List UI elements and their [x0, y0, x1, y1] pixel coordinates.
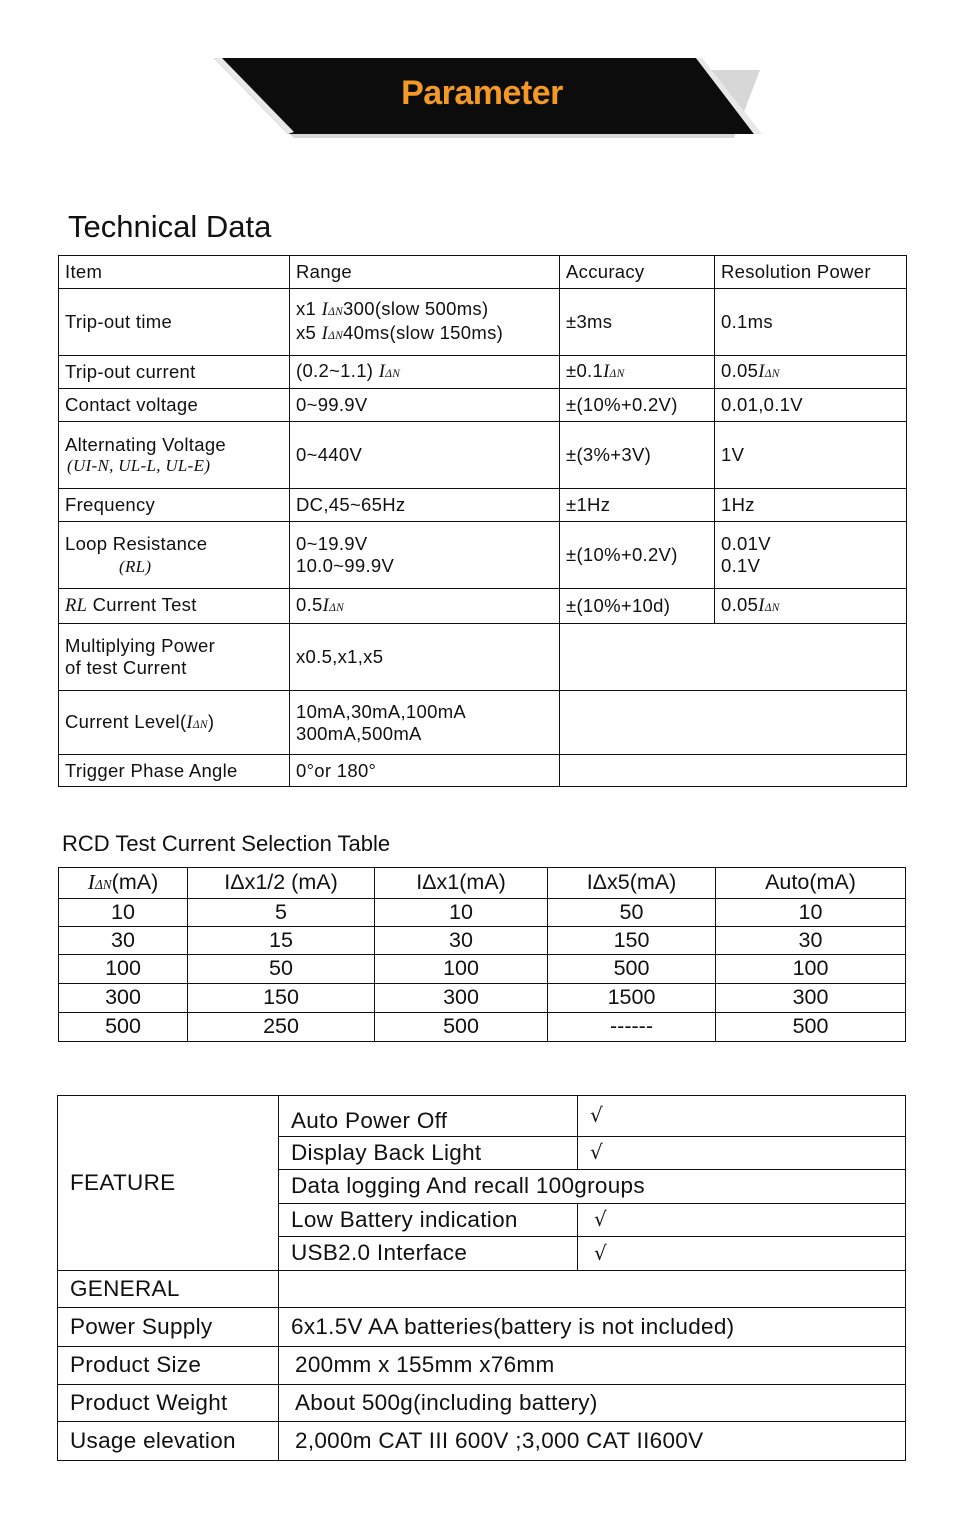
feature-label: FEATURE — [58, 1096, 279, 1271]
table-row — [59, 389, 907, 422]
table-row — [58, 1271, 906, 1308]
range-trip-time: x1 IΔN300(slow 500ms) x5 IΔN40ms(slow 150ms) — [290, 289, 560, 356]
rcd-cell: 10 — [59, 899, 188, 927]
resolution-loop-resistance: 0.01V 0.1V — [715, 522, 907, 589]
header-item: Item — [59, 256, 290, 289]
general-key: Power Supply — [58, 1308, 279, 1347]
general-value: About 500g(including battery) — [279, 1385, 906, 1422]
range-alternating-voltage: 0~440V — [290, 422, 560, 489]
feature-check: √ — [578, 1204, 906, 1237]
resolution-rl-current: 0.05IΔN — [715, 589, 907, 624]
rcd-cell: 500 — [59, 1013, 188, 1042]
rcd-cell: 30 — [716, 927, 906, 955]
feature-name: USB2.0 Interface — [279, 1237, 578, 1271]
range-current-level: 10mA,30mA,100mA 300mA,500mA — [290, 691, 560, 755]
item-rl-current: RL Current Test — [59, 589, 290, 624]
table-row — [59, 356, 907, 389]
table-row — [59, 589, 907, 624]
rcd-header-x1: IΔx1(mA) — [375, 868, 548, 899]
rcd-cell: 5 — [188, 899, 375, 927]
table-row — [58, 1096, 906, 1137]
range-rl-current: 0.5IΔN — [290, 589, 560, 624]
rcd-cell: 10 — [716, 899, 906, 927]
resolution-contact-voltage: 0.01,0.1V — [715, 389, 907, 422]
table-row — [59, 868, 906, 899]
range-frequency: DC,45~65Hz — [290, 489, 560, 522]
rcd-cell: 10 — [375, 899, 548, 927]
feature-name: Display Back Light — [279, 1137, 578, 1170]
empty-cell — [560, 691, 907, 755]
feature-check: √ — [578, 1137, 906, 1170]
rcd-cell: 30 — [375, 927, 548, 955]
rcd-cell: 15 — [188, 927, 375, 955]
accuracy-contact-voltage: ±(10%+0.2V) — [560, 389, 715, 422]
table-row — [59, 955, 906, 984]
item-frequency: Frequency — [59, 489, 290, 522]
rcd-cell: ------ — [548, 1013, 716, 1042]
technical-data-heading: Technical Data — [68, 209, 272, 244]
rcd-table — [58, 867, 906, 1042]
general-key: Usage elevation — [58, 1422, 279, 1461]
table-row — [59, 1013, 906, 1042]
table-row — [58, 1385, 906, 1422]
range-loop-resistance: 0~19.9V 10.0~99.9V — [290, 522, 560, 589]
table-row — [59, 984, 906, 1013]
resolution-trip-time: 0.1ms — [715, 289, 907, 356]
table-row — [59, 755, 907, 787]
rcd-cell: 500 — [716, 1013, 906, 1042]
rcd-header-x5: IΔx5(mA) — [548, 868, 716, 899]
rcd-cell: 500 — [375, 1013, 548, 1042]
table-row — [59, 289, 907, 356]
empty-cell — [560, 755, 907, 787]
table-row — [59, 422, 907, 489]
resolution-alternating-voltage: 1V — [715, 422, 907, 489]
rcd-header-auto: Auto(mA) — [716, 868, 906, 899]
table-row — [59, 522, 907, 589]
table-row — [58, 1308, 906, 1347]
table-row — [59, 691, 907, 755]
rcd-cell: 300 — [375, 984, 548, 1013]
feature-general-table — [57, 1095, 906, 1461]
feature-check: √ — [578, 1096, 906, 1137]
range-trip-current: (0.2~1.1) IΔN — [290, 356, 560, 389]
table-row — [59, 899, 906, 927]
item-current-level: Current Level(IΔN) — [59, 691, 290, 755]
empty-cell — [279, 1271, 906, 1308]
rcd-cell: 50 — [548, 899, 716, 927]
accuracy-rl-current: ±(10%+10d) — [560, 589, 715, 624]
item-contact-voltage: Contact voltage — [59, 389, 290, 422]
rcd-table-heading: RCD Test Current Selection Table — [62, 831, 391, 856]
item-trip-current: Trip-out current — [59, 356, 290, 389]
accuracy-loop-resistance: ±(10%+0.2V) — [560, 522, 715, 589]
rcd-cell: 100 — [59, 955, 188, 984]
rcd-header-half: IΔx1/2 (mA) — [188, 868, 375, 899]
rcd-cell: 300 — [716, 984, 906, 1013]
general-value: 200mm x 155mm x76mm — [279, 1347, 906, 1385]
rcd-header-ian: IΔN(mA) — [59, 868, 188, 899]
rcd-cell: 300 — [59, 984, 188, 1013]
general-key: Product Weight — [58, 1385, 279, 1422]
rcd-cell: 100 — [716, 955, 906, 984]
accuracy-trip-time: ±3ms — [560, 289, 715, 356]
resolution-frequency: 1Hz — [715, 489, 907, 522]
feature-check: √ — [578, 1237, 906, 1271]
item-trip-time: Trip-out time — [59, 289, 290, 356]
item-multiplying-power: Multiplying Power of test Current — [59, 624, 290, 691]
range-multiplying-power: x0.5,x1,x5 — [290, 624, 560, 691]
empty-cell — [560, 624, 907, 691]
table-row — [59, 624, 907, 691]
rcd-cell: 50 — [188, 955, 375, 984]
rcd-cell: 250 — [188, 1013, 375, 1042]
rcd-cell: 30 — [59, 927, 188, 955]
rcd-cell: 100 — [375, 955, 548, 984]
table-row — [59, 927, 906, 955]
feature-name: Auto Power Off — [279, 1096, 578, 1137]
technical-data-table — [58, 255, 907, 787]
range-trigger-phase: 0°or 180° — [290, 755, 560, 787]
general-value: 6x1.5V AA batteries(battery is not included) — [279, 1308, 906, 1347]
header-resolution: Resolution Power — [715, 256, 907, 289]
general-key: Product Size — [58, 1347, 279, 1385]
header-accuracy: Accuracy — [560, 256, 715, 289]
accuracy-alternating-voltage: ±(3%+3V) — [560, 422, 715, 489]
table-row — [59, 256, 907, 289]
general-label: GENERAL — [58, 1271, 279, 1308]
feature-name: Low Battery indication — [279, 1204, 578, 1237]
resolution-trip-current: 0.05IΔN — [715, 356, 907, 389]
table-row — [59, 489, 907, 522]
header-range: Range — [290, 256, 560, 289]
table-row — [58, 1422, 906, 1461]
rcd-cell: 500 — [548, 955, 716, 984]
rcd-cell: 1500 — [548, 984, 716, 1013]
feature-name: Data logging And recall 100groups — [279, 1170, 906, 1204]
item-trigger-phase: Trigger Phase Angle — [59, 755, 290, 787]
general-value: 2,000m CAT III 600V ;3,000 CAT II600V — [279, 1422, 906, 1461]
item-alternating-voltage: Alternating Voltage (UI-N, UL-L, UL-E) — [59, 422, 290, 489]
range-contact-voltage: 0~99.9V — [290, 389, 560, 422]
rcd-cell: 150 — [548, 927, 716, 955]
item-loop-resistance: Loop Resistance (RL) — [59, 522, 290, 589]
banner-title: Parameter — [401, 74, 563, 112]
rcd-cell: 150 — [188, 984, 375, 1013]
table-row — [58, 1347, 906, 1385]
accuracy-trip-current: ±0.1IΔN — [560, 356, 715, 389]
accuracy-frequency: ±1Hz — [560, 489, 715, 522]
